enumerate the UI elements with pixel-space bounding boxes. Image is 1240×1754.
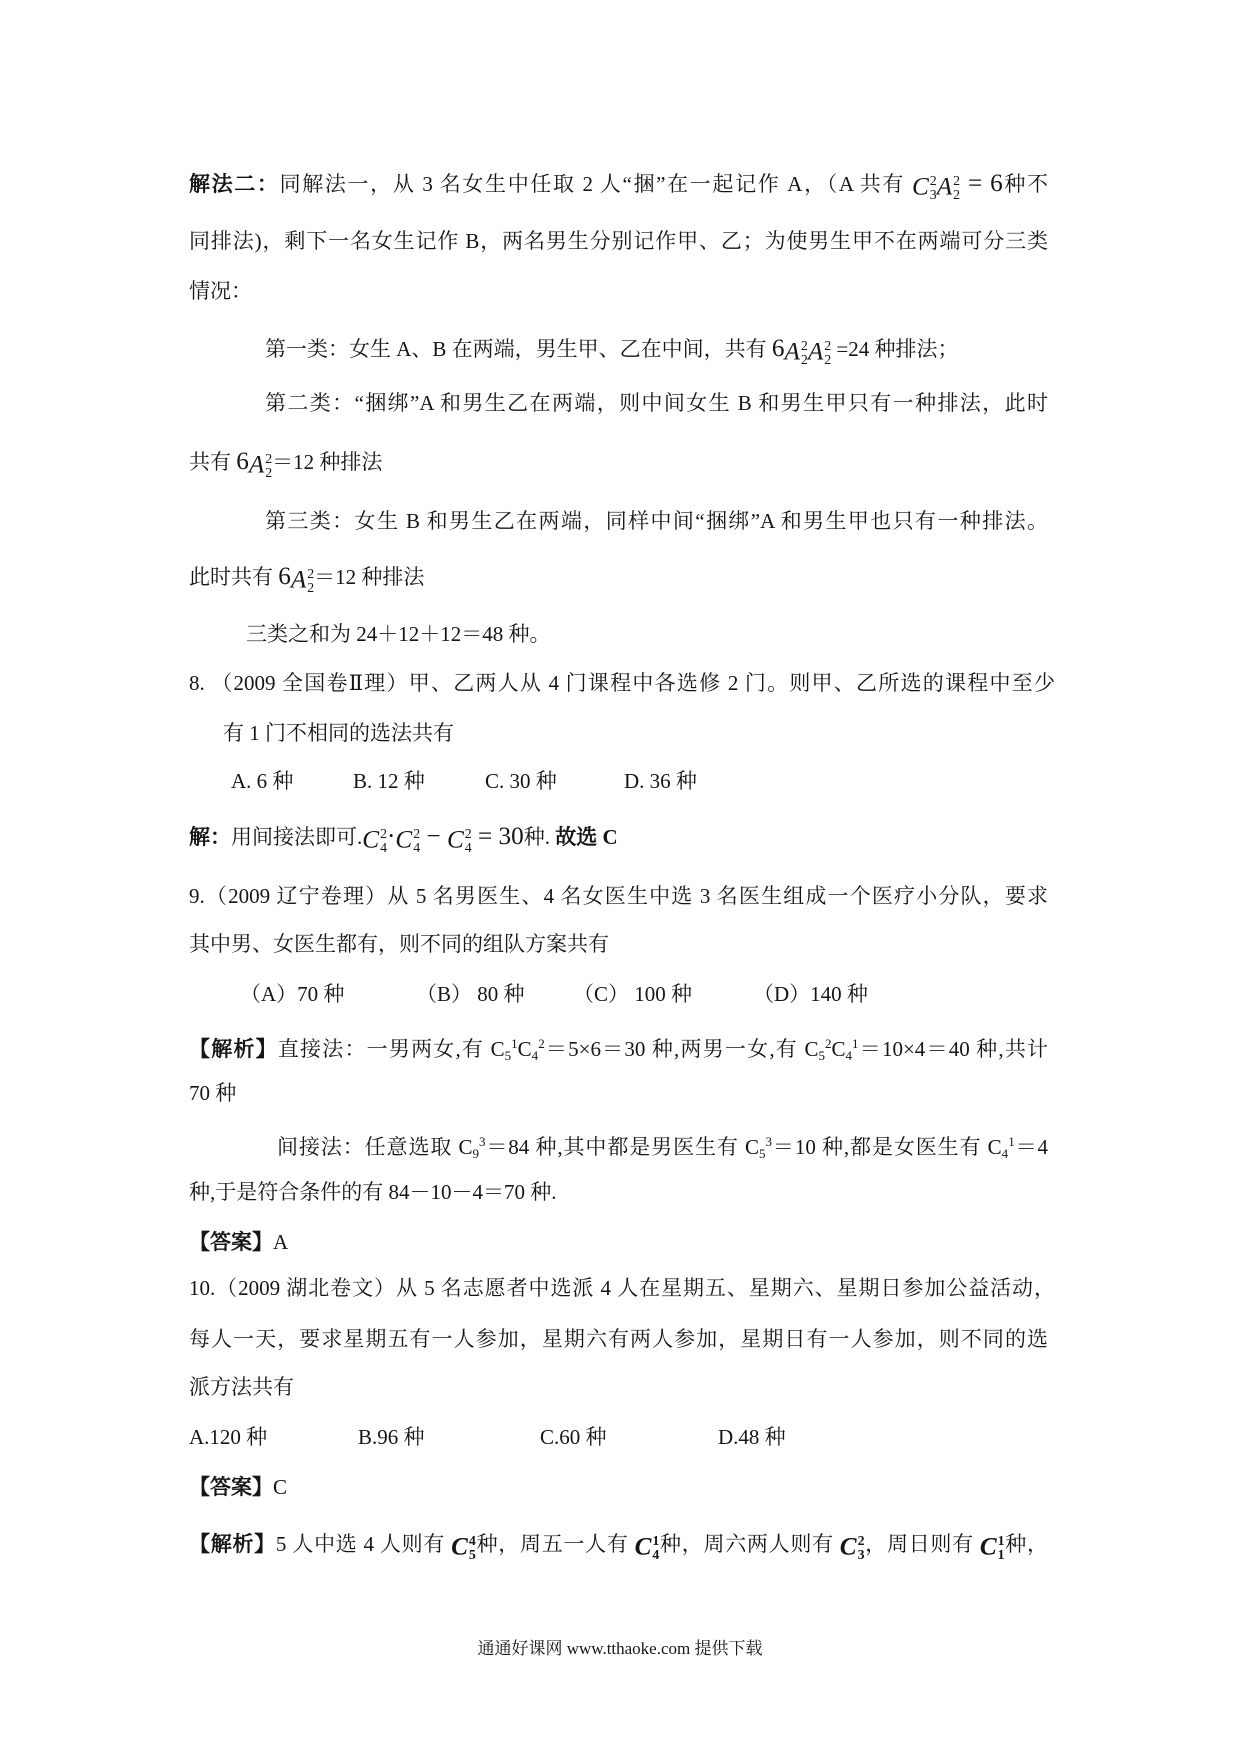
q8-stem-line-1 xyxy=(189,668,1055,698)
text-run: 同排法)，剩下一名女生记作 B，两名男生分别记作甲、乙；为使男生甲不在两端可分三类 xyxy=(189,229,1048,253)
math-term xyxy=(447,827,472,856)
combination-term xyxy=(491,1029,518,1071)
combination-term xyxy=(988,1127,1015,1169)
q10-option-c: C.60 种 xyxy=(540,1425,607,1449)
text-run: 70 种 xyxy=(189,1081,237,1105)
subscript: 4 xyxy=(413,840,421,856)
math-base: C xyxy=(362,826,380,853)
math-base: C xyxy=(458,1135,473,1159)
subscript: 2 xyxy=(800,352,808,368)
subscript: 2 xyxy=(953,187,961,203)
math-symbol: 6 xyxy=(278,563,291,590)
superscript: 2 xyxy=(380,825,387,841)
text-run: ＝84 种,其中都是男医生有 xyxy=(485,1135,745,1159)
text-run: 种， xyxy=(1004,1532,1049,1556)
subscript: 5 xyxy=(468,1547,476,1563)
bold-label: 【解析】 xyxy=(189,1037,278,1061)
case-1-line xyxy=(265,334,959,368)
math-symbol: = 6 xyxy=(960,170,1003,197)
q10-analysis-line xyxy=(189,1529,1049,1563)
math-base: C xyxy=(490,1037,505,1061)
text-run: 第三类：女生 B 和男生乙在两端，同样中间“捆绑”A 和男生甲也只有一种排法。 xyxy=(265,509,1048,533)
text-run: 有 1 门不相同的选法共有 xyxy=(223,721,454,745)
superscript: 2 xyxy=(464,825,472,841)
q8-solution-line xyxy=(189,822,618,856)
q10-stem-line-1 xyxy=(189,1273,1055,1303)
text-run: ＝12 种排法 xyxy=(314,565,425,589)
q9-stem-line-2 xyxy=(189,929,609,959)
bold-label: 【答案】 xyxy=(189,1230,273,1254)
q8-option-a: A. 6 种 xyxy=(231,769,294,793)
math-base: A xyxy=(807,338,824,365)
math-base: C xyxy=(831,1037,846,1061)
text-run: =24 种排法； xyxy=(831,337,959,361)
subscript: 4 xyxy=(464,840,472,856)
subscript: 4 xyxy=(1001,1146,1009,1161)
math-scripts xyxy=(858,1534,865,1563)
text-run: 10.（2009 湖北卷文）从 5 名志愿者中选派 4 人在星期五、星期六、星期日参加公益活动， xyxy=(189,1276,1055,1300)
superscript: 2 xyxy=(857,1532,865,1548)
subscript: 3 xyxy=(929,187,937,203)
math-base: C xyxy=(987,1135,1002,1159)
text-run: ，周日则有 xyxy=(864,1532,980,1556)
q8-stem-line-2 xyxy=(223,718,454,748)
combination-term xyxy=(518,1029,545,1071)
text-run: ＝12 种排法 xyxy=(272,450,383,474)
text-run: ＝4 xyxy=(1014,1135,1049,1159)
superscript: 2 xyxy=(929,172,937,188)
q8-option-c: C. 30 种 xyxy=(485,769,557,793)
math-base: C xyxy=(804,1037,819,1061)
text-run: 每人一天，要求星期五有一人参加，星期六有两人参加，星期日有一人参加，则不同的选 xyxy=(189,1327,1048,1351)
text-run: ＝10×4＝40 种,共计 xyxy=(858,1037,1049,1061)
q9-option-b: （B） 80 种 xyxy=(416,982,525,1006)
text-run: 9.（2009 辽宁卷理）从 5 名男医生、4 名女医生中选 3 名医生组成一个医疗小分队，要求 xyxy=(189,884,1048,908)
subscript: 5 xyxy=(504,1048,512,1063)
superscript: 1 xyxy=(1008,1134,1015,1149)
case-2-line-1 xyxy=(265,388,1048,418)
text-run: 同解法一，从 3 名女生中任取 2 人“捆”在一起记作 A，（A 共有 xyxy=(279,172,912,196)
superscript: 2 xyxy=(413,825,421,841)
text-run: 5 人中选 4 人则有 xyxy=(275,1532,452,1556)
text-run: 间接法：任意选取 xyxy=(277,1135,459,1159)
q9-analysis-line-3 xyxy=(277,1127,1049,1161)
superscript: 2 xyxy=(800,337,808,353)
math-base: A xyxy=(290,566,307,593)
math-symbol: 6 xyxy=(236,448,249,475)
text-run: 种，周六两人则有 xyxy=(659,1532,840,1556)
math-term xyxy=(785,339,808,368)
text-run: 其中男、女医生都有，则不同的组队方案共有 xyxy=(189,932,609,956)
solution-method-2-line-3 xyxy=(189,276,252,306)
math-term xyxy=(395,827,420,856)
math-scripts xyxy=(953,174,960,203)
q8-option-b: B. 12 种 xyxy=(353,769,425,793)
math-base: A xyxy=(784,338,800,365)
q9-option-d: （D）140 种 xyxy=(753,982,868,1006)
q9-stem-line-1 xyxy=(189,881,1048,911)
q10-option-d: D.48 种 xyxy=(718,1425,786,1449)
case-2-line-2 xyxy=(189,447,383,481)
math-base: C xyxy=(446,826,464,853)
text-run: 情况： xyxy=(189,279,252,303)
text-run: 种不 xyxy=(1002,172,1049,196)
text-run: 直接法：一男两女,有 xyxy=(277,1037,491,1061)
math-term xyxy=(980,1534,1005,1563)
math-term xyxy=(635,1534,660,1563)
math-base: A xyxy=(936,173,953,200)
text-run: 用间接法即可. xyxy=(231,825,363,849)
superscript: 3 xyxy=(478,1134,486,1149)
math-base: C xyxy=(839,1533,857,1560)
math-term xyxy=(808,339,831,368)
combination-term xyxy=(804,1029,831,1071)
text-run: 此时共有 xyxy=(189,565,279,589)
math-base: C xyxy=(979,1533,997,1560)
superscript: 1 xyxy=(652,1532,660,1548)
superscript: 4 xyxy=(468,1532,476,1548)
math-scripts xyxy=(465,827,472,856)
math-term xyxy=(291,567,314,596)
text-run: A xyxy=(273,1230,289,1254)
bold-label: 【答案】 xyxy=(189,1475,273,1499)
math-base: A xyxy=(248,451,265,478)
q9-option-c: （C） 100 种 xyxy=(573,982,693,1006)
superscript: 2 xyxy=(824,1036,832,1051)
math-term xyxy=(249,452,272,481)
text-run: ＝5×6＝30 种,两男一女,有 xyxy=(544,1037,805,1061)
case-3-line-2 xyxy=(189,562,425,596)
math-base: C xyxy=(517,1037,532,1061)
solution-method-2-line-1 xyxy=(189,169,1049,203)
cases-sum-line xyxy=(246,619,551,649)
solution-method-2-line-2 xyxy=(189,226,1048,256)
math-term xyxy=(451,1534,476,1563)
subscript: 5 xyxy=(818,1048,825,1063)
text-run: 种,于是符合条件的有 84－10－4＝70 种. xyxy=(189,1180,557,1204)
text-run: 三类之和为 24＋12＋12＝48 种。 xyxy=(246,622,551,646)
text-run: 种. xyxy=(523,825,550,849)
math-term xyxy=(912,174,937,203)
text-run: C xyxy=(273,1475,288,1499)
math-base: C xyxy=(911,173,929,200)
superscript: 1 xyxy=(511,1036,518,1051)
superscript: 2 xyxy=(538,1036,545,1051)
superscript: 2 xyxy=(824,337,832,353)
combination-term xyxy=(458,1127,485,1169)
math-term xyxy=(840,1534,865,1563)
superscript: 2 xyxy=(307,565,315,581)
math-scripts xyxy=(801,339,808,368)
subscript: 4 xyxy=(531,1048,539,1063)
math-base: C xyxy=(451,1533,468,1560)
subscript: 2 xyxy=(307,580,315,596)
combination-term xyxy=(745,1127,772,1169)
q9-answer-line xyxy=(189,1227,288,1257)
text-run: 第一类：女生 A、B 在两端，男生甲、乙在中间，共有 xyxy=(265,337,772,361)
text-run: 派方法共有 xyxy=(189,1375,294,1399)
math-base: C xyxy=(395,826,413,853)
q8-option-d: D. 36 种 xyxy=(624,769,697,793)
math-term xyxy=(937,174,960,203)
superscript: 1 xyxy=(997,1532,1005,1548)
q10-answer-line xyxy=(189,1472,287,1502)
case-3-line-1 xyxy=(265,506,1048,536)
subscript: 4 xyxy=(380,840,387,856)
subscript: 9 xyxy=(472,1146,479,1161)
combination-term xyxy=(831,1029,858,1071)
page-footer: 通通好课网 www.tthaoke.com 提供下载 xyxy=(477,1639,763,1658)
subscript: 5 xyxy=(758,1146,766,1161)
subscript: 1 xyxy=(997,1547,1005,1563)
q10-option-b: B.96 种 xyxy=(358,1425,425,1449)
math-symbol: − xyxy=(420,823,447,850)
math-term xyxy=(362,827,387,856)
superscript: 2 xyxy=(953,172,961,188)
text-run: 种，周五一人有 xyxy=(475,1532,635,1556)
text-run: ＝10 种,都是女医生有 xyxy=(772,1135,988,1159)
math-base: C xyxy=(744,1135,759,1159)
superscript: 2 xyxy=(265,450,273,466)
bold-label: 【解析】 xyxy=(189,1532,276,1556)
superscript: 3 xyxy=(765,1134,772,1149)
text-run: 共有 xyxy=(189,450,237,474)
q10-stem-line-3 xyxy=(189,1372,294,1402)
math-scripts xyxy=(380,827,387,856)
math-symbol: = 30 xyxy=(471,823,524,850)
math-scripts xyxy=(469,1534,476,1563)
bold-label: 解： xyxy=(189,825,231,849)
q9-analysis-line-1 xyxy=(189,1029,1049,1063)
subscript: 4 xyxy=(652,1547,660,1563)
math-symbol: 6 xyxy=(771,335,785,362)
q9-analysis-line-4 xyxy=(189,1177,557,1207)
bold-label: 解法二： xyxy=(189,172,280,196)
math-symbol: · xyxy=(387,823,396,850)
q9-option-a: （A）70 种 xyxy=(240,982,345,1006)
math-base: C xyxy=(634,1533,652,1560)
subscript: 3 xyxy=(857,1547,865,1563)
subscript: 2 xyxy=(824,352,832,368)
math-scripts xyxy=(930,174,937,203)
math-scripts xyxy=(998,1534,1005,1563)
q10-stem-line-2 xyxy=(189,1324,1048,1354)
subscript: 2 xyxy=(265,465,273,481)
text-run: 8. （2009 全国卷Ⅱ理）甲、乙两人从 4 门课程中各选修 2 门。则甲、乙所选的课程中至少 xyxy=(189,671,1055,695)
superscript: 1 xyxy=(852,1036,859,1051)
subscript: 4 xyxy=(845,1048,853,1063)
q10-option-a: A.120 种 xyxy=(189,1425,268,1449)
q9-analysis-line-2 xyxy=(189,1078,236,1108)
text-run: 第二类：“捆绑”A 和男生乙在两端，则中间女生 B 和男生甲只有一种排法，此时 xyxy=(265,391,1048,415)
bold-label: 故选 C xyxy=(549,825,618,849)
